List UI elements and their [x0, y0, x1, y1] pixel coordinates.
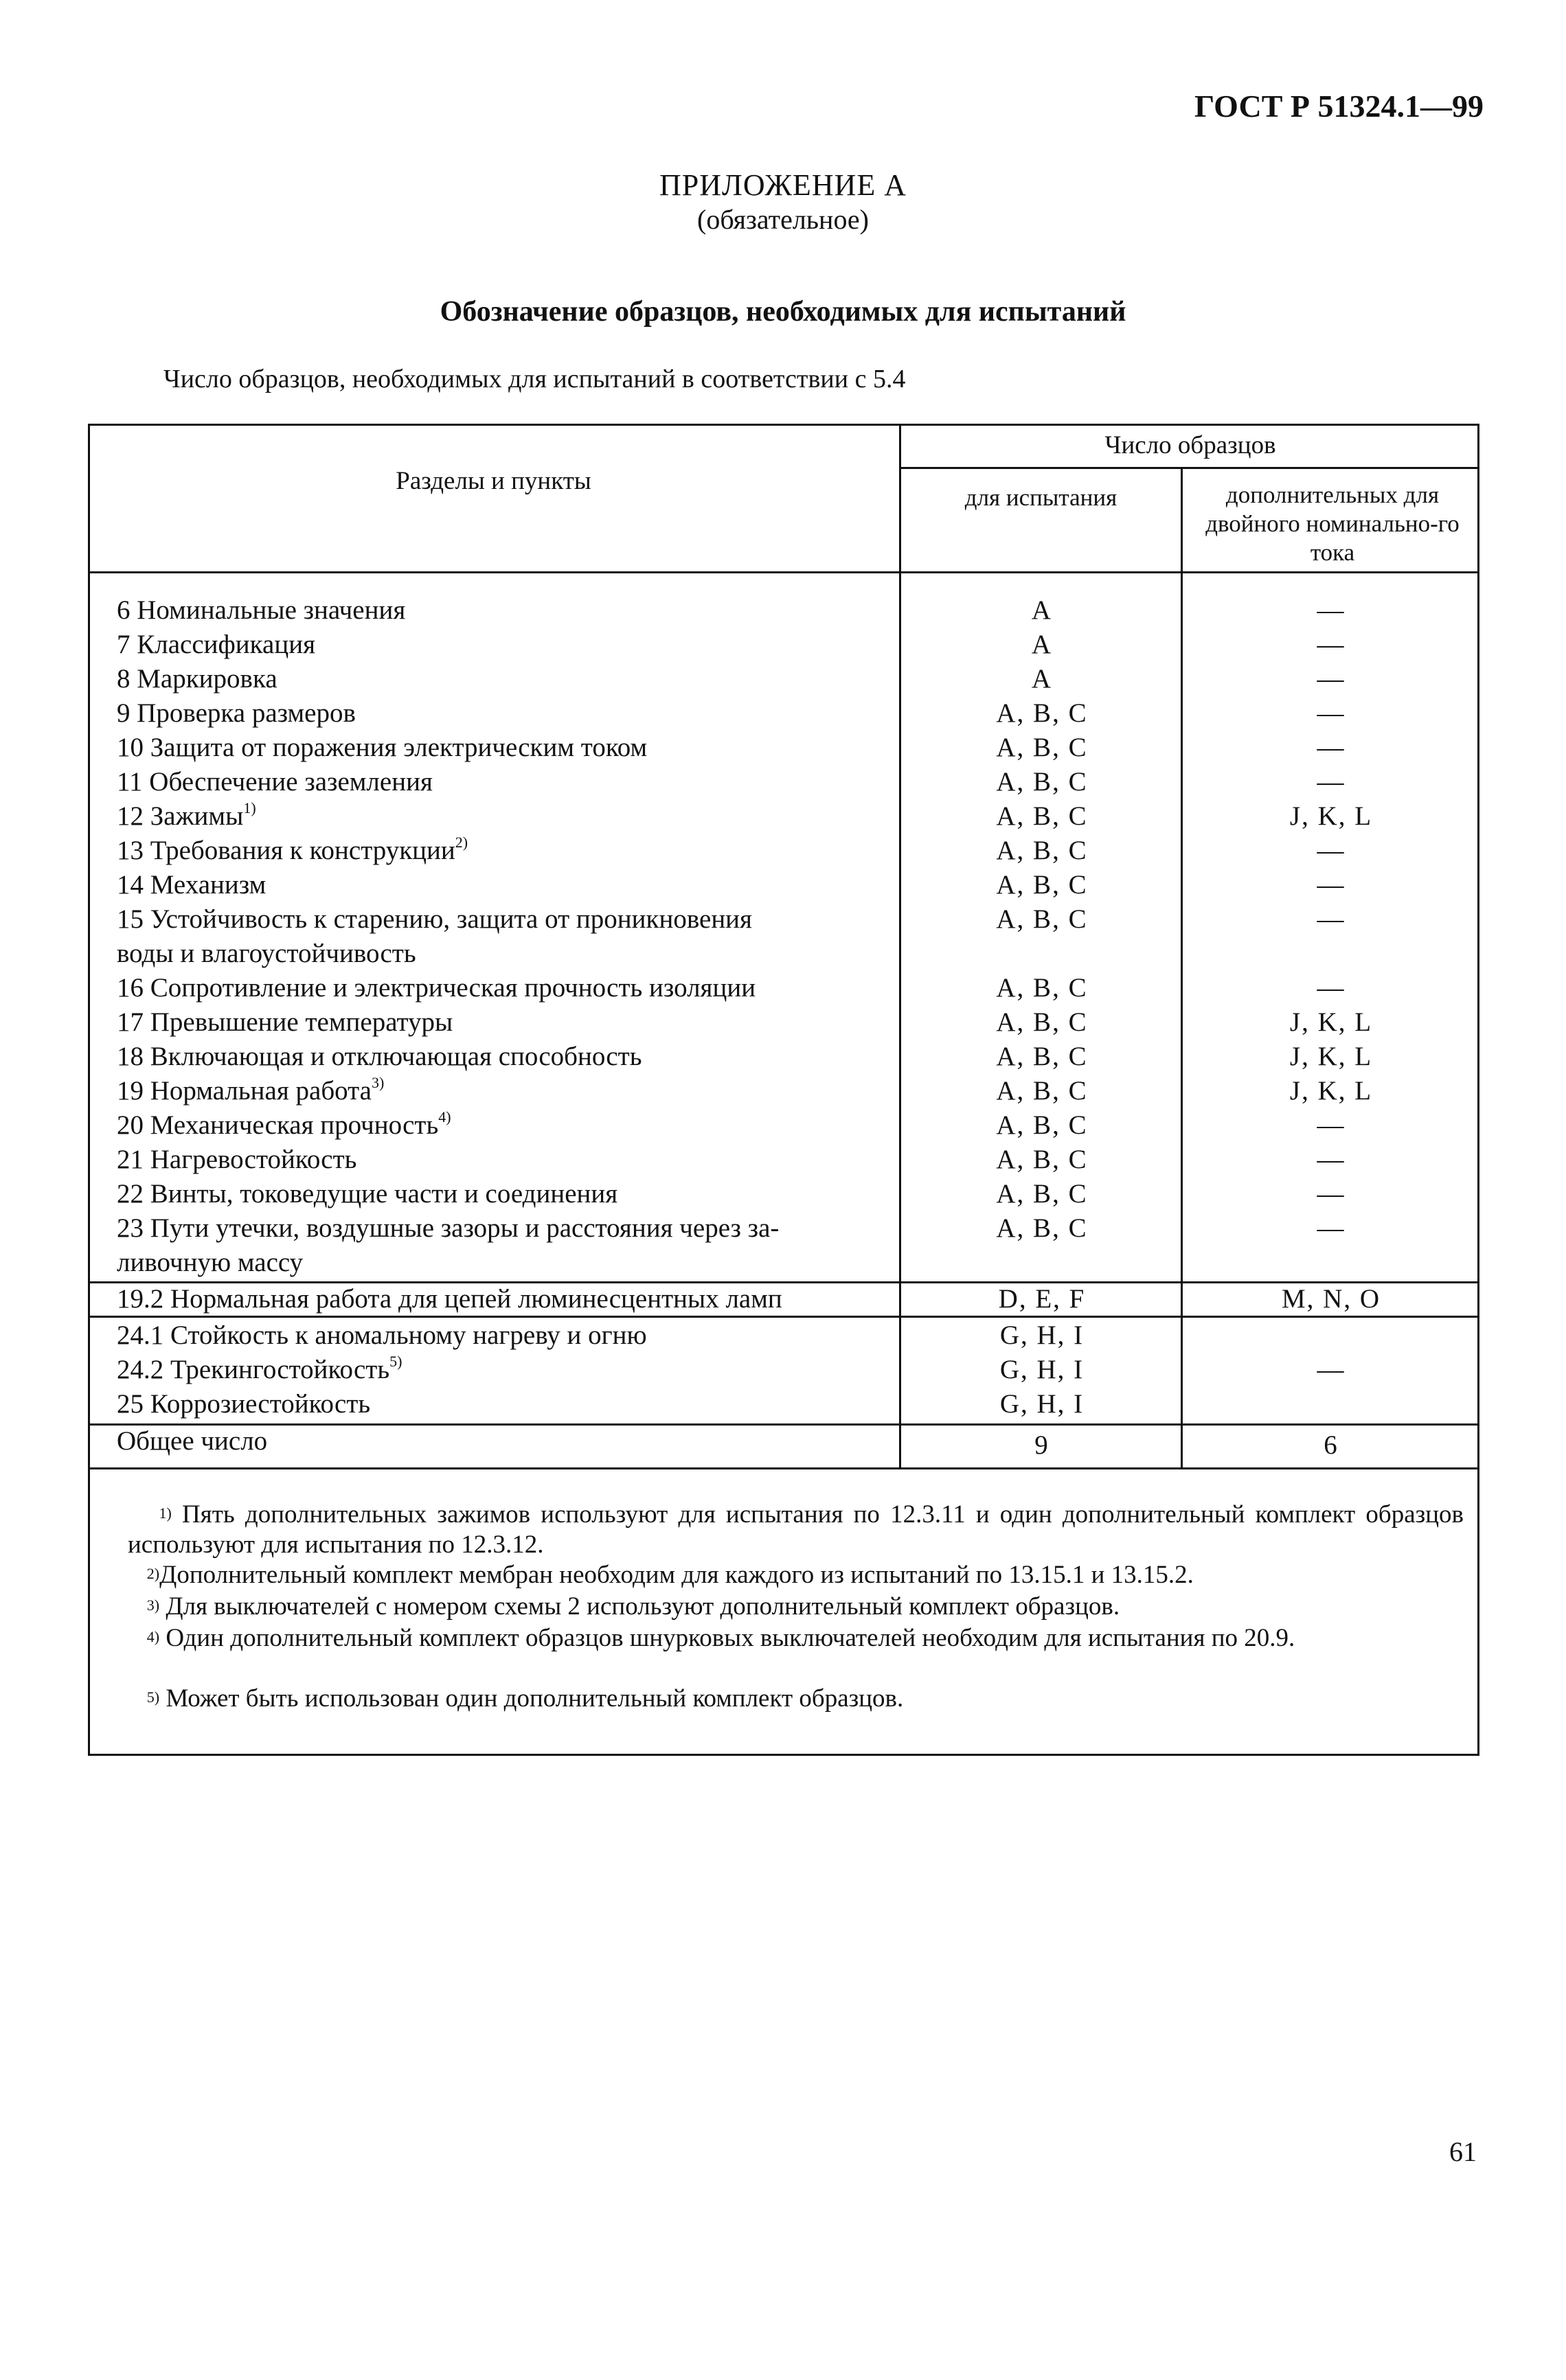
table-cell-additional: — [1317, 904, 1346, 934]
footnote-ref: 4) [438, 1108, 451, 1125]
col-header-additional: дополнительных для двойного номинально-го тока [1205, 481, 1460, 566]
table-cell-for-test: A, B, C [996, 1213, 1088, 1243]
table-cell-additional: — [1317, 1213, 1346, 1243]
table-cell-additional: — [1317, 870, 1346, 900]
table-row-label: 11 Обеспечение заземления [117, 767, 433, 797]
table-total-label: Общее число [117, 1426, 268, 1456]
table-cell-additional: J, K, L [1289, 801, 1373, 831]
footnote-ref: 3) [371, 1074, 385, 1091]
footnote-ref: 2) [455, 834, 468, 851]
table-cell-for-test: A, B, C [996, 1145, 1088, 1174]
table-row-label: 21 Нагревостойкость [117, 1145, 357, 1174]
table-cell-for-test: A, B, C [996, 870, 1088, 900]
table-row-label: 17 Превышение температуры [117, 1007, 453, 1037]
table-row-label: 15 Устойчивость к старению, защита от проникновения [117, 904, 752, 934]
table-cell-additional: — [1317, 664, 1346, 694]
table-cell-additional: — [1317, 836, 1346, 865]
table-cell-additional: — [1317, 767, 1346, 797]
table-cell-for-test: A, B, C [996, 698, 1088, 728]
footnote-mark: 4) [146, 1628, 160, 1645]
table-rule-horizontal [88, 1467, 1479, 1469]
table-cell-additional: J, K, L [1289, 1042, 1373, 1071]
table-cell-additional: — [1317, 733, 1346, 762]
table-cell-for-test: A, B, C [996, 1042, 1088, 1071]
footnote: $^{3)}$ Для выключателей с номером схемы 2 используют дополнительный комплект образцов. [146, 1592, 1120, 1621]
table-cell-for-test: A [1031, 630, 1053, 659]
table-row-label: 16 Сопротивление и электрическая прочность изоляции [117, 973, 756, 1003]
footnote-ref: 5) [389, 1353, 402, 1370]
table-cell-for-test: G, H, I [999, 1320, 1085, 1350]
table-cell-for-test: A [1031, 664, 1053, 694]
table-row-label: 23 Пути утечки, воздушные зазоры и расстояния через за- [117, 1213, 780, 1243]
table-cell-for-test: A, B, C [996, 1007, 1088, 1037]
table-row-label: 25 Коррозиестойкость [117, 1389, 371, 1419]
table-total-for-test: 9 [1034, 1430, 1049, 1460]
appendix-note: (обязательное) [697, 204, 869, 235]
footnote-mark: 5) [146, 1689, 160, 1706]
table-cell-additional: M, N, O [1281, 1284, 1381, 1314]
footnote-mark: 2) [146, 1565, 160, 1582]
table-row-label: 20 Механическая прочность$^{4)}$ [117, 1108, 451, 1140]
document-code: ГОСТ Р 51324.1—99 [1194, 89, 1484, 124]
table-cell-additional: — [1317, 1355, 1346, 1384]
table-row-label: 14 Механизм [117, 870, 266, 900]
table-cell-additional: — [1317, 1110, 1346, 1140]
col-header-samples: Число образцов [1104, 431, 1276, 459]
table-rule-horizontal [899, 467, 1479, 469]
table-row-label: 22 Винты, токоведущие части и соединения [117, 1179, 618, 1209]
table-rule-horizontal [88, 1423, 1479, 1426]
table-cell-for-test: A, B, C [996, 836, 1088, 865]
table-cell-for-test: A, B, C [996, 767, 1088, 797]
table-row-label-continuation: ливочную массу [117, 1248, 304, 1277]
table-cell-additional: — [1317, 630, 1346, 659]
table-cell-for-test: A, B, C [996, 733, 1088, 762]
table-cell-additional: J, K, L [1289, 1007, 1373, 1037]
footnote-mark: 3) [146, 1597, 160, 1614]
table-row-label: 7 Классификация [117, 630, 316, 659]
table-total-additional: 6 [1324, 1430, 1339, 1460]
table-cell-for-test: D, E, F [998, 1284, 1086, 1314]
table-cell-for-test: A, B, C [996, 801, 1088, 831]
table-row-label: 24.2 Трекингостойкость$^{5)}$ [117, 1353, 402, 1384]
table-row-label: 24.1 Стойкость к аномальному нагреву и огню [117, 1320, 647, 1350]
col-header-sections: Разделы и пункты [396, 467, 591, 495]
table-row-label: 10 Защита от поражения электрическим током [117, 733, 648, 762]
table-row-label: 8 Маркировка [117, 664, 277, 694]
table-cell-additional: — [1317, 595, 1346, 625]
footnote-ref: 1) [243, 799, 256, 816]
table-cell-additional: — [1317, 1179, 1346, 1209]
table-cell-additional: — [1317, 973, 1346, 1003]
footnote-mark: 1) [159, 1504, 172, 1522]
table-cell-for-test: G, H, I [999, 1389, 1085, 1419]
footnote: $^{5)}$ Может быть использован один дополнительный комплект образцов. [146, 1684, 904, 1713]
appendix-title: ПРИЛОЖЕНИЕ А [659, 168, 907, 202]
intro-text: Число образцов, необходимых для испытаний в соответствии с 5.4 [163, 365, 906, 393]
table-row-label: 6 Номинальные значения [117, 595, 406, 625]
table-row-label: 19.2 Нормальная работа для цепей люминесцентных ламп [117, 1284, 782, 1314]
table-row-label: 13 Требования к конструкции$^{2)}$ [117, 834, 468, 865]
table-cell-for-test: A, B, C [996, 1076, 1088, 1106]
table-cell-for-test: A, B, C [996, 1179, 1088, 1209]
table-rule-horizontal [88, 571, 1479, 573]
table-row-label: 19 Нормальная работа$^{3)}$ [117, 1074, 385, 1106]
table-cell-for-test: A, B, C [996, 904, 1088, 934]
footnote: $^{2)}$Дополнительный комплект мембран необходим для каждого из испытаний по 13.15.1 и 13.15.2. [146, 1561, 1194, 1589]
table-cell-for-test: A [1031, 595, 1053, 625]
table-cell-additional: J, K, L [1289, 1076, 1373, 1106]
table-cell-additional: — [1317, 1145, 1346, 1174]
table-row-label: 18 Включающая и отключающая способность [117, 1042, 642, 1071]
table-cell-additional: — [1317, 698, 1346, 728]
page-heading: Обозначение образцов, необходимых для испытаний [440, 296, 1126, 328]
table-row-label-continuation: воды и влагоустойчивость [117, 939, 416, 968]
table-row-label: 9 Проверка размеров [117, 698, 356, 728]
page-number: 61 [1449, 2136, 1477, 2167]
footnote: $^{1)}$ Пять дополнительных зажимов используют для испытания по 12.3.11 и один дополнительный комплект образцов используют для испытания по 12.3.12. [128, 1500, 1464, 1559]
table-rule-horizontal [88, 1316, 1479, 1318]
footnote: $^{4)}$ Один дополнительный комплект образцов шнурковых выключателей необходим для испытания по 20.9. [146, 1624, 1295, 1652]
table-row-label: 12 Зажимы$^{1)}$ [117, 799, 256, 831]
col-header-for-test: для испытания [964, 484, 1117, 511]
table-cell-for-test: A, B, C [996, 973, 1088, 1003]
table-cell-for-test: A, B, C [996, 1110, 1088, 1140]
table-cell-for-test: G, H, I [999, 1355, 1085, 1384]
